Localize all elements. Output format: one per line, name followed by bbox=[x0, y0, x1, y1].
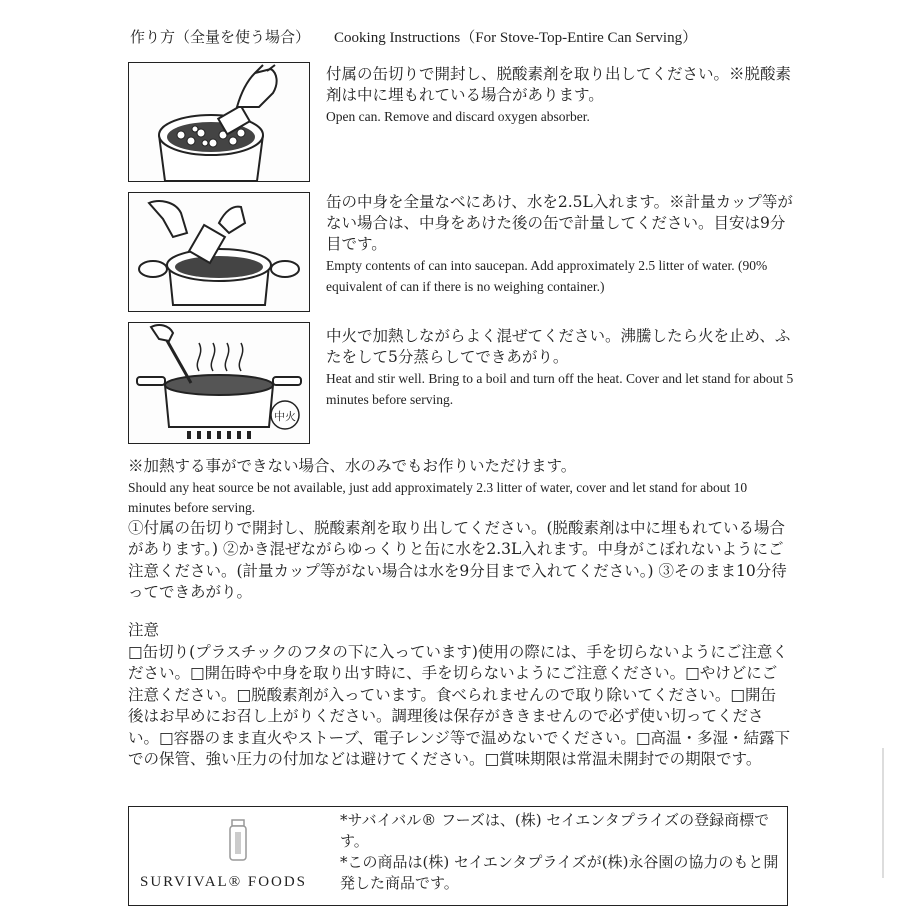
step-2-text bbox=[326, 192, 796, 297]
no-heat-section bbox=[128, 456, 790, 604]
step-3-en: Heat and stir well. Bring to a boil and turn off the heat. Cover and let stand for about 5 minutes before serving. bbox=[326, 371, 794, 407]
no-heat-steps: ①付属の缶切りで開封し、脱酸素剤を取り出してください。(脱酸素剤は中に埋もれている場合があります。) ②かき混ぜながらゆっくりと缶に水を2.3L入れます。中身がこぼれないようにご注意ください。(計量カップ等がない場合は水を9分目まで入れてください。) ③そのまま10分待ってできあがり。 bbox=[128, 518, 787, 601]
step-3-text bbox=[326, 326, 796, 410]
stir-pot-illustration bbox=[128, 322, 310, 444]
step-1-text bbox=[326, 64, 796, 127]
step-3-ja: 中火で加熱しながらよく混ぜてください。沸騰したら火を止め、ふたをして5分蒸らしてできあがり。 bbox=[326, 327, 791, 366]
step-1-ja: 付属の缶切りで開封し、脱酸素剤を取り出してください。※脱酸素剤は中に埋もれている場合があります。 bbox=[326, 65, 792, 104]
title-en: Cooking Instructions（For Stove-Top-Entire Can Serving） bbox=[334, 30, 698, 46]
footer-note-1: *サバイバル® フーズは、(株) セイエンタプライズの登録商標です。 bbox=[340, 811, 770, 850]
header bbox=[130, 26, 790, 47]
caution-title: 注意 bbox=[128, 621, 160, 639]
caution-section bbox=[128, 620, 790, 771]
no-heat-ja: ※加熱する事ができない場合、水のみでもお作りいただけます。 bbox=[128, 457, 577, 475]
step-2-en: Empty contents of can into saucepan. Add approximately 2.5 litter of water. (90% equivalent of can if there is no weighing container.) bbox=[326, 258, 768, 294]
open-can-illustration bbox=[128, 62, 310, 182]
step-1-en: Open can. Remove and discard oxygen absorber. bbox=[326, 109, 590, 124]
no-heat-en: Should any heat source be not available, just add approximately 2.3 litter of water, cover and let stand for about 10 minutes before serving. bbox=[128, 479, 748, 515]
title-ja: 作り方（全量を使う場合） bbox=[130, 28, 311, 46]
heat-badge: 中火 bbox=[274, 410, 296, 423]
footer-notes bbox=[340, 810, 780, 894]
step-2-ja: 缶の中身を全量なべにあけ、水を2.5L入れます。※計量カップ等がない場合は、中身をあけた後の缶で計量してください。目安は9分目です。 bbox=[326, 193, 793, 253]
bottle-icon bbox=[228, 818, 248, 866]
caution-text: □缶切り(プラスチックのフタの下に入っています)使用の際には、手を切らないようにご注意ください。□開缶時や中身を取り出す時に、手を切らないようにご注意ください。□やけどにご注意ください。□脱酸素剤が入っています。食べられませんので取り除いてください。□開缶後はお早めにお召し上がりください。調理後は保存がききませんので必ず使い切ってください。□容器のまま直火やストーブ、電子レンジ等で温めないでください。□高温・多湿・結露下での保管、強い圧力の付加などは避けてください。□賞味期限は常温未開封での期限です。 bbox=[128, 642, 791, 768]
footer-note-2: *この商品は(株) セイエンタプライズが(株)永谷園の協力のもと開発した商品です。 bbox=[340, 853, 779, 892]
survival-foods-logo: SURVIVAL® FOODS bbox=[140, 874, 308, 890]
pour-into-pot-illustration bbox=[128, 192, 310, 312]
edge-line bbox=[882, 748, 884, 878]
